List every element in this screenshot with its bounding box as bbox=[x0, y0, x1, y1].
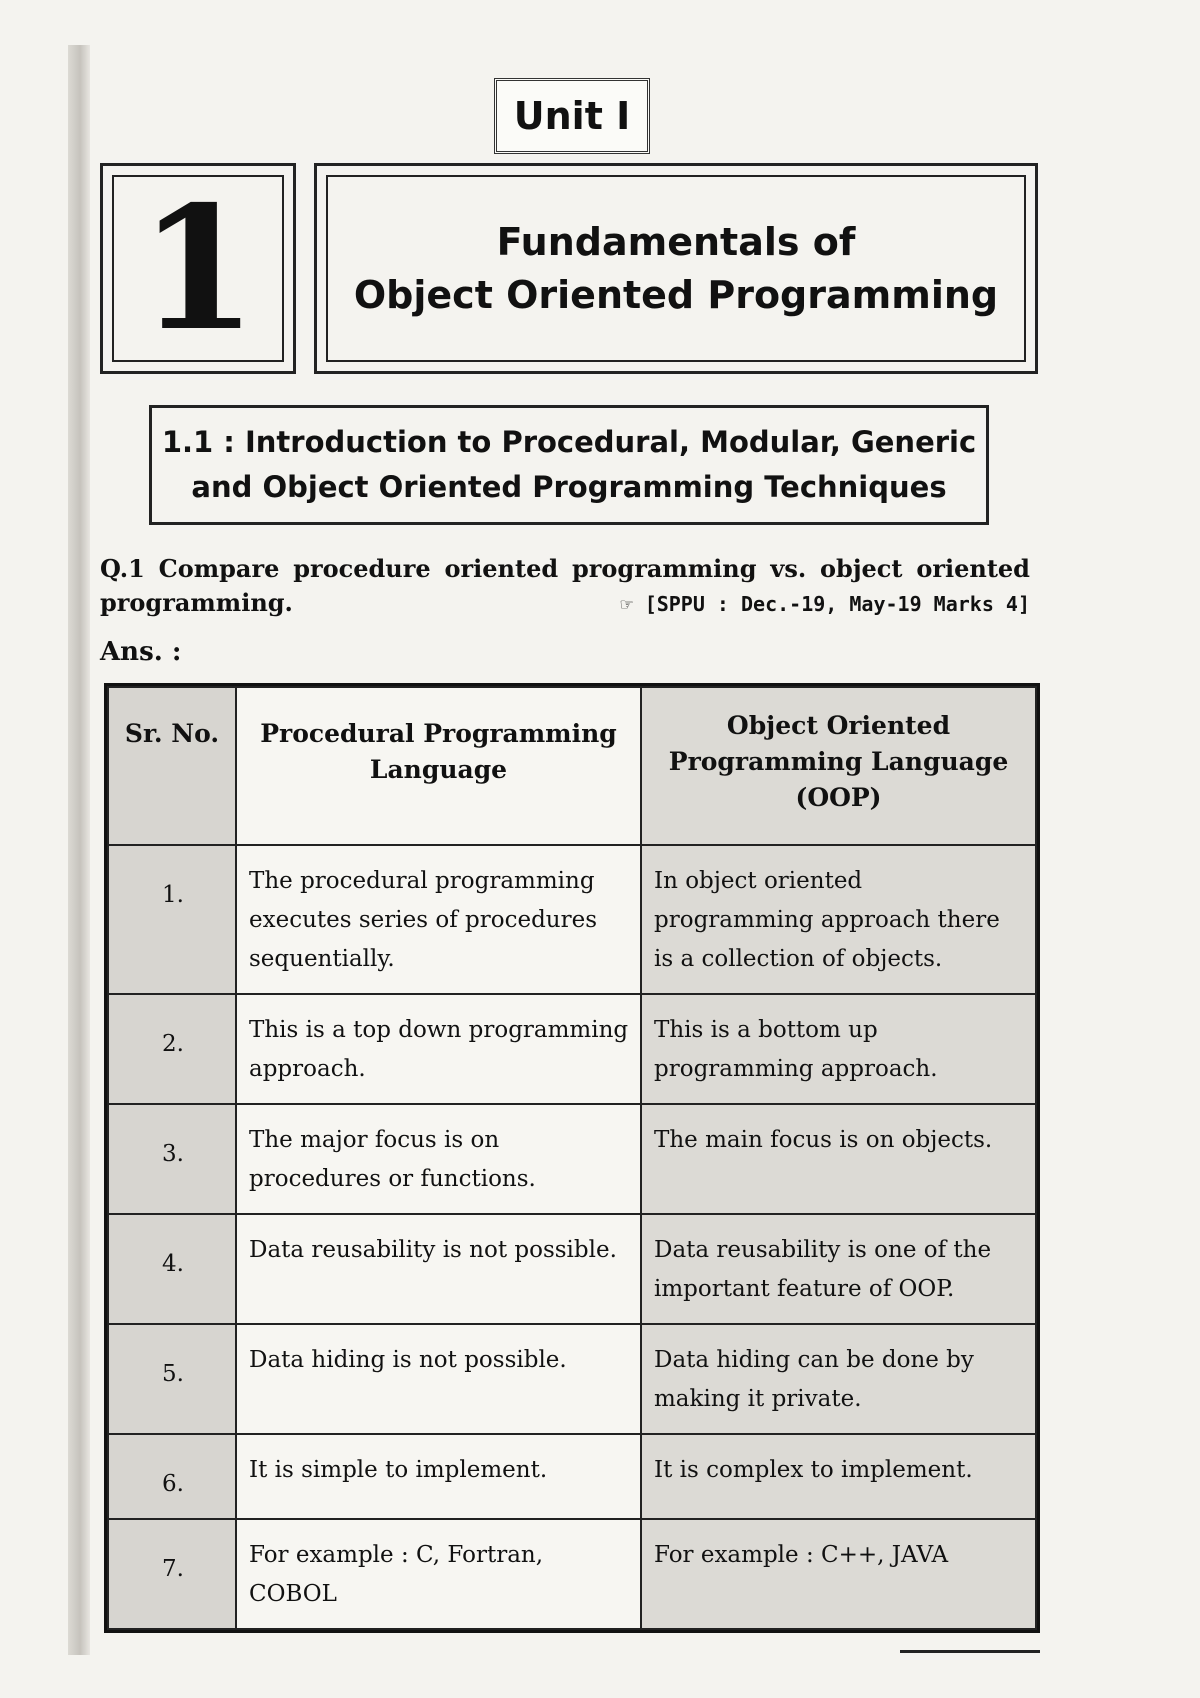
question-word: object bbox=[820, 554, 903, 583]
cell-procedural: This is a top down programming approach. bbox=[236, 994, 641, 1104]
cell-sr-no: 3. bbox=[108, 1104, 236, 1214]
cell-oop: Data reusability is one of the important feature of OOP. bbox=[641, 1214, 1036, 1324]
cell-sr-no: 6. bbox=[108, 1434, 236, 1519]
chapter-number-box bbox=[100, 163, 296, 374]
table-row bbox=[108, 1434, 1036, 1519]
section-heading-line-1: 1.1 : Introduction to Procedural, Modular, Generic bbox=[161, 425, 977, 460]
question-line-2 bbox=[100, 586, 1030, 621]
comparison-table bbox=[104, 683, 1040, 1633]
question-text-end: programming. bbox=[100, 588, 293, 617]
exam-reference-text: [SPPU : Dec.-19, May-19 Marks 4] bbox=[644, 592, 1030, 616]
cell-oop: It is complex to implement. bbox=[641, 1434, 1036, 1519]
table-row bbox=[108, 1519, 1036, 1629]
table-row bbox=[108, 1214, 1036, 1324]
question-word: oriented bbox=[444, 554, 559, 583]
section-heading bbox=[149, 405, 989, 525]
table-header-row bbox=[108, 687, 1036, 845]
question-word: Q.1 bbox=[100, 554, 145, 583]
chapter-title-box bbox=[314, 163, 1038, 374]
question-word: Compare bbox=[158, 554, 280, 583]
exam-reference bbox=[621, 587, 1030, 621]
cell-oop: In object oriented programming approach there is a collection of objects. bbox=[641, 845, 1036, 994]
table-row bbox=[108, 845, 1036, 994]
question-line-1 bbox=[100, 552, 1030, 586]
cell-sr-no: 4. bbox=[108, 1214, 236, 1324]
cell-procedural: The procedural programming executes series of procedures sequentially. bbox=[236, 845, 641, 994]
question-word: oriented bbox=[916, 554, 1030, 583]
cell-sr-no: 1. bbox=[108, 845, 236, 994]
chapter-title-line-1: Fundamentals of bbox=[496, 220, 856, 265]
cell-procedural: Data reusability is not possible. bbox=[236, 1214, 641, 1324]
footer-rule bbox=[900, 1650, 1040, 1653]
cell-sr-no: 7. bbox=[108, 1519, 236, 1629]
cell-procedural: The major focus is on procedures or functions. bbox=[236, 1104, 641, 1214]
unit-label: Unit I bbox=[494, 78, 650, 154]
cell-oop: Data hiding can be done by making it private. bbox=[641, 1324, 1036, 1434]
table-row bbox=[108, 994, 1036, 1104]
question-word: programming bbox=[571, 554, 757, 583]
cell-procedural: For example : C, Fortran, COBOL bbox=[236, 1519, 641, 1629]
header-sr-no: Sr. No. bbox=[108, 687, 236, 845]
table-row bbox=[108, 1104, 1036, 1214]
table-row bbox=[108, 1324, 1036, 1434]
book-spine-shadow bbox=[68, 45, 90, 1655]
cell-oop: For example : C++, JAVA bbox=[641, 1519, 1036, 1629]
question bbox=[100, 552, 1030, 621]
pointing-hand-icon: ☞ bbox=[620, 592, 633, 616]
cell-sr-no: 2. bbox=[108, 994, 236, 1104]
question-word: vs. bbox=[770, 554, 807, 583]
cell-procedural: Data hiding is not possible. bbox=[236, 1324, 641, 1434]
header-oop: Object Oriented Programming Language (OOP) bbox=[641, 687, 1036, 845]
chapter-title-line-2: Object Oriented Programming bbox=[353, 272, 999, 317]
chapter-title bbox=[326, 175, 1026, 362]
cell-oop: This is a bottom up programming approach. bbox=[641, 994, 1036, 1104]
cell-oop: The main focus is on objects. bbox=[641, 1104, 1036, 1214]
cell-procedural: It is simple to implement. bbox=[236, 1434, 641, 1519]
cell-sr-no: 5. bbox=[108, 1324, 236, 1434]
section-heading-line-2: and Object Oriented Programming Techniques bbox=[191, 470, 947, 504]
header-procedural: Procedural Programming Language bbox=[236, 687, 641, 845]
chapter-number: 1 bbox=[112, 175, 284, 362]
answer-label: Ans. : bbox=[100, 637, 182, 667]
question-word: procedure bbox=[293, 554, 431, 583]
